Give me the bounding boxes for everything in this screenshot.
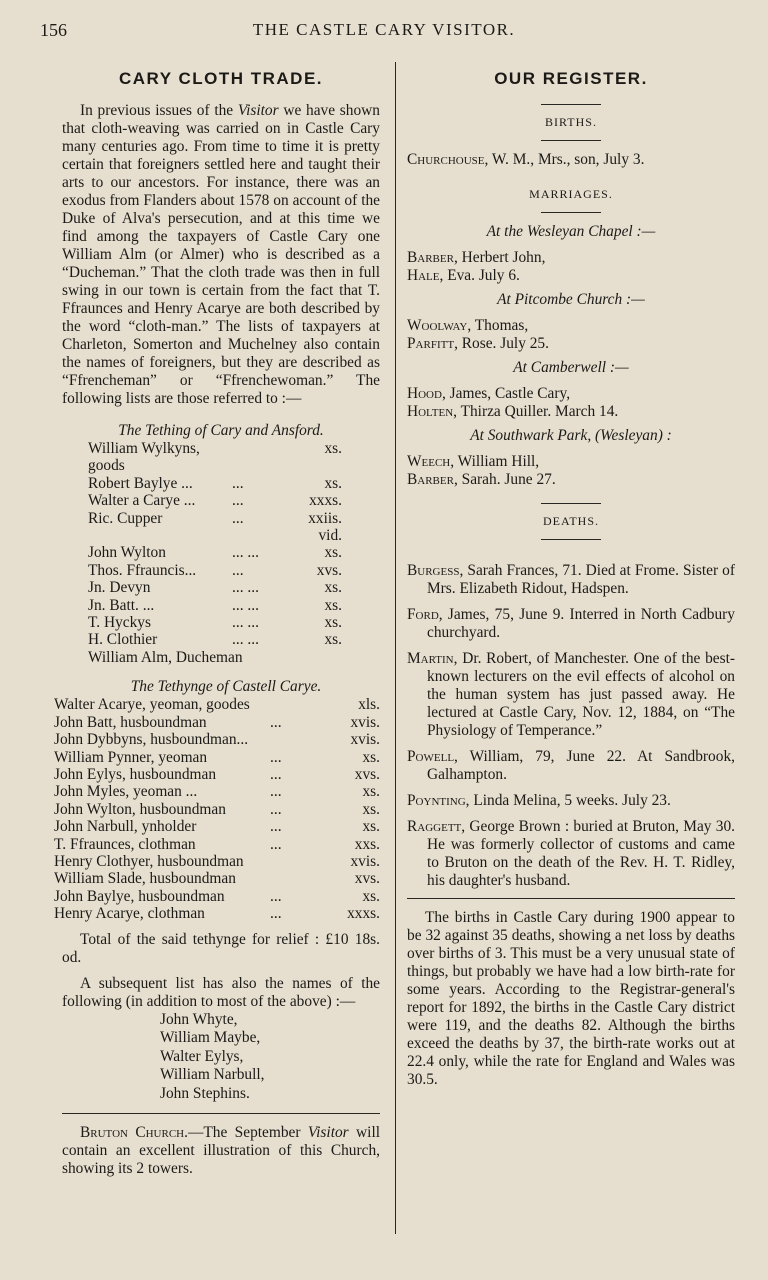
register-entry [407,453,735,471]
tax-dots [270,696,330,713]
register-entry [407,151,735,169]
entry-detail: , William, 79, June 22. At Sandbrook, Galhampton. [427,748,735,783]
tax-row [54,783,380,800]
list2-title: The Tethynge of Castell Carye. [130,678,322,696]
listed-name: John Stephins. [160,1084,250,1102]
entry-surname: Hood [407,385,442,402]
listed-name: William Maybe, [160,1029,261,1047]
tax-row [54,801,380,818]
entry-surname: Ford [407,606,439,623]
births-heading: BIRTHS. [545,115,597,129]
tax-amount: xxiis. vid. [308,509,342,545]
tax-amount: xvis. [350,731,380,749]
tax-row [88,631,342,648]
column-divider [395,62,396,1234]
entry-surname: Weech [407,453,451,470]
tax-row [88,614,342,631]
names-list [160,1011,380,1104]
births-deaths-summary: The births in Castle Cary during 1900 appear to be 32 against 35 deaths, showing a net loss by deaths over births of 3. This must be a very unusual state of things, but probably we have had a low birth-rate for some years. According to the Registrar-general's report for 1892, the births in the Castle Cary district were 119, and the deaths 82. Although the births exceed the deaths by 37, the birth-rate works out at 22.4 only, while the rate for England and Wales was 30.5. [407,909,735,1088]
register-entry [407,317,735,335]
tax-row [54,853,380,870]
births-list [407,151,735,169]
entry-detail: , James, Castle Cary, [441,385,571,402]
entry-detail: , Thirza Quiller. March 14. [453,403,619,420]
subsequent-list-intro: A subsequent list has also the names of the following (in addition to most of the above) :— [62,974,380,1010]
entry-detail: , Sarah. June 27. [453,471,556,488]
tax-dots: ... [232,492,244,510]
marriages-heading: MARRIAGES. [529,187,613,201]
tax-dots: ... [270,818,282,836]
tax-row [54,714,380,731]
rule [541,212,601,213]
tax-dots: ... ... [232,614,259,632]
running-header [40,20,728,48]
tax-dots: ... [270,835,282,853]
tax-amount: xs. [362,783,380,801]
visitor-ref: Visitor [237,102,279,119]
bruton-church-heading: Bruton Church. [80,1124,188,1142]
bruton-church-note: Bruton Church.—The September Visitor will contain an excellent illustration of this Church, showing its 2 towers. [62,1124,380,1178]
tax-amount: xs. [324,631,342,649]
tax-row [88,440,342,475]
marriage-venue: At the Wesleyan Chapel :— [486,223,656,240]
register-entry [407,748,735,784]
tax-name: Henry Clothyer, husboundman [54,852,244,870]
rule [541,539,601,540]
tax-dots [270,853,330,870]
tax-row [54,818,380,835]
tax-amount: xs. [362,748,380,766]
tax-amount: xxs. [354,835,380,853]
deaths-heading: DEATHS. [542,514,599,528]
entry-surname: Martin [407,650,454,667]
tax-dots: ... ... [232,596,259,614]
entry-surname: Woolway [407,317,468,334]
tax-row [54,905,380,922]
register-title: OUR REGISTER. [494,69,648,88]
tax-amount: xvs. [354,870,380,888]
entry-surname: Barber [407,249,454,266]
tax-amount: xls. [358,696,380,714]
tax-dots: ... [270,887,282,905]
tax-dots: ... [232,509,244,527]
tax-name: John Dybbyns, husboundman... [54,731,249,749]
register-entry [407,267,735,285]
register-entry [407,249,735,267]
tax-dots: ... [270,713,282,731]
tax-name: Thos. Ffrauncis... [88,561,197,579]
tax-name: John Eylys, husboundman [54,765,217,783]
list1 [88,440,342,649]
tax-dots: ... [232,474,244,492]
entry-surname: Burgess [407,562,460,579]
tax-name: H. Clothier [88,631,158,649]
entry-detail: , Sarah Frances, 71. Died at Frome. Sister of Mrs. Elizabeth Ridout, Hadspen. [427,562,735,597]
entry-detail: , Rose. July 25. [454,335,549,352]
entry-surname: Raggett [407,818,462,835]
entry-detail: , Linda Melina, 5 weeks. July 23. [465,792,671,809]
tax-amount: xvis. [350,713,380,731]
tax-name: Robert Baylye ... [88,474,193,492]
register-entry [407,792,735,810]
cloth-trade-intro: In previous issues of the Visitor we have shown that cloth-weaving was carried on in Castle Cary many centuries ago. From time to time it is pretty certain that foreigners settled here and taught their arts to our ancestors. For instance, there was an exodus from Flanders about 1578 on account of the Duke of Alva's persecution, and at this time we find among the taxpayers of Castle Cary one William Alm (or Almer) who is described as a “Ducheman.” That the cloth trade was then in full swing in our town is certain from the fact that T. Ffraunces and Henry Acarye are both described by the word “cloth-man.” The lists of taxpayers at Charleton, Somerton and Muchelney also contain the names of foreigners, but they are described as “Ffrencheman” or “Ffrenchewoman.” The following lists are those referred to :— [62,102,380,407]
tax-name: Walter Acarye, yeoman, goodes [54,696,250,714]
tax-amount: xxxs. [347,905,380,923]
tax-row [54,749,380,766]
tax-row [54,870,380,887]
entry-surname: Poynting [407,792,466,809]
register-entry [407,562,735,598]
register-entry [407,335,735,353]
listed-name: Walter Eylys, [160,1047,244,1065]
tax-dots [232,440,292,475]
left-column [54,64,380,1178]
tax-name: William Pynner, yeoman [54,748,208,766]
cloth-trade-title: CARY CLOTH TRADE. [119,69,323,88]
tax-dots: ... [270,905,282,923]
tax-amount: xs. [324,579,342,597]
tax-dots: ... [270,765,282,783]
marriages-list [407,223,735,489]
entry-detail: , Eva. July 6. [439,267,520,284]
tax-row [88,597,342,614]
tax-name: John Baylye, husboundman [54,887,225,905]
entry-detail: , Herbert John, [453,249,546,266]
tax-amount: xvs. [316,561,342,579]
tax-name: John Myles, yeoman ... [54,783,198,801]
tax-row [88,492,342,509]
tax-row [88,510,342,545]
register-entry [407,385,735,403]
relief-total: Total of the said tethynge for relief : £10 18s. od. [62,930,380,966]
list2 [54,696,380,922]
marriage-venue: At Southwark Park, (Wesleyan) : [470,427,672,444]
journal-title: THE CASTLE CARY VISITOR. [252,20,516,39]
tax-row [54,766,380,783]
tax-row [54,696,380,713]
tax-amount: xs. [324,440,342,457]
tax-row [88,579,342,596]
entry-detail: , James, 75, June 9. Interred in North Cadbury churchyard. [427,606,735,641]
tax-amount: xs. [362,818,380,836]
deaths-list [407,562,735,890]
entry-detail: , George Brown : buried at Bruton, May 30. He was formerly collector of customs and came to Bruton on the death of the Rev. H. T. Ridley, his daughter's husband. [427,818,735,889]
register-entry [407,818,735,890]
tax-dots: ... ... [232,631,259,649]
marriage-venue: At Pitcombe Church :— [497,291,645,308]
entry-surname: Parfitt [407,335,455,352]
tax-amount: xs. [324,544,342,562]
tax-name: Walter a Carye ... [88,492,196,510]
tax-amount: xxxs. [309,492,342,510]
list1-last: William Alm, Ducheman [88,648,243,666]
tax-amount: xvs. [354,765,380,783]
tax-name: Henry Acarye, clothman [54,905,205,923]
tax-name: T. Ffraunces, clothman [54,835,196,853]
listed-name: John Whyte, [160,1010,238,1028]
tax-amount: xs. [324,596,342,614]
tax-amount: xs. [362,887,380,905]
tax-name: William Slade, husboundman [54,870,236,888]
entry-detail: , Thomas, [467,317,529,334]
entry-surname: Churchouse [407,151,485,168]
tax-name: Ric. Cupper [88,509,163,527]
tax-amount: xs. [324,474,342,492]
tax-dots: ... [232,561,244,579]
register-entry [407,606,735,642]
section-rule [407,898,735,899]
tax-row [88,562,342,579]
register-entry [407,650,735,740]
tax-row [88,544,342,561]
tax-name: William Wylkyns, goods [88,440,200,475]
page-number: 156 [40,20,67,40]
tax-amount: xvis. [350,852,380,870]
tax-name: John Wylton, husboundman [54,800,226,818]
entry-surname: Hale [407,267,440,284]
tax-dots: ... [270,800,282,818]
register-entry [407,403,735,421]
tax-row [54,731,380,748]
tax-row [54,836,380,853]
rule [541,140,601,141]
tax-dots: ... [270,748,282,766]
tax-name: Jn. Batt. ... [88,596,155,614]
tax-dots [270,731,330,748]
tax-name: John Wylton [88,544,166,562]
tax-dots [270,870,330,887]
right-column [407,64,735,1089]
section-rule [62,1113,380,1114]
tax-dots: ... [270,783,282,801]
entry-surname: Holten [407,403,454,420]
rule [541,104,601,105]
entry-detail: , William Hill, [450,453,540,470]
tax-name: John Batt, husboundman [54,713,207,731]
rule [541,503,601,504]
entry-detail: , W. M., Mrs., son, July 3. [484,151,645,168]
list1-title: The Tething of Cary and Ansford. [118,422,324,439]
marriage-venue: At Camberwell :— [513,359,629,376]
register-entry [407,471,735,489]
tax-name: Jn. Devyn [88,579,151,597]
entry-surname: Powell [407,748,455,765]
tax-row [54,888,380,905]
tax-dots: ... ... [232,579,259,597]
tax-amount: xs. [324,614,342,632]
tax-name: T. Hyckys [88,614,151,632]
tax-amount: xs. [362,800,380,818]
listed-name: William Narbull, [160,1066,265,1084]
tax-name: John Narbull, ynholder [54,818,197,836]
tax-dots: ... ... [232,544,259,562]
entry-surname: Barber [407,471,454,488]
tax-row [88,475,342,492]
entry-detail: , Dr. Robert, of Manchester. One of the best-known lecturers on the evil effects of alcohol on the human system has just passed away. He lectured at Castle Cary, Nov. 12, 1884, on “The Physiology of Temperance.” [427,650,735,739]
